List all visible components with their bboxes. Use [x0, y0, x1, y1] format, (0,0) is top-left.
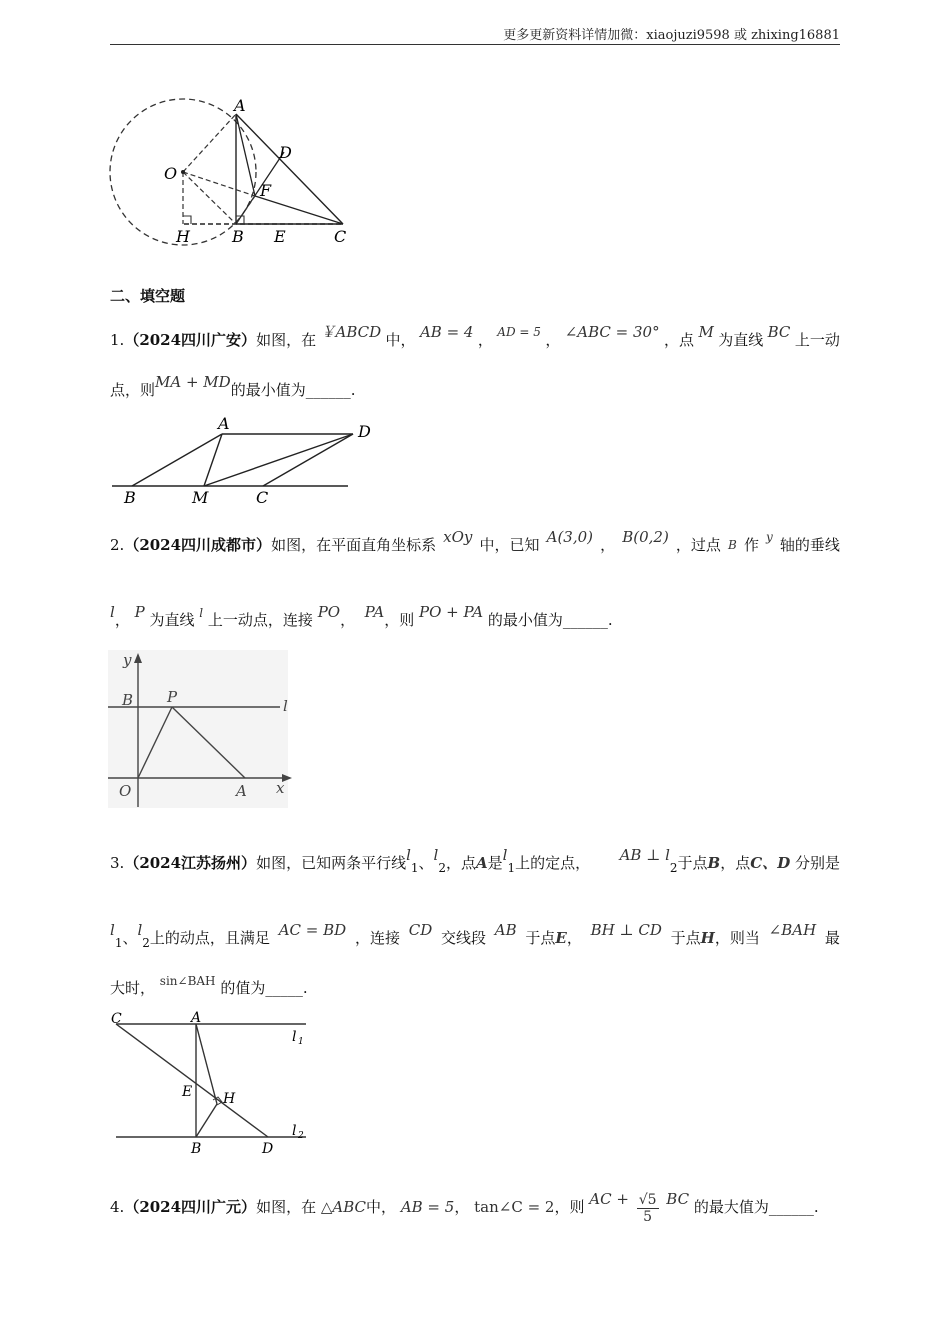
label-A: A	[234, 96, 246, 115]
label-H: H	[223, 1091, 236, 1107]
label-B: B	[232, 227, 244, 246]
label-B: B	[191, 1141, 202, 1157]
q3-line1: 3.（2024江苏扬州）如图，已知两条平行线$l_1$、$l_2$，点A是$l_1$上的定点， AB ⊥ $l_2$于点B，点C、D 分别是	[110, 846, 840, 875]
label-l: l	[283, 697, 288, 715]
svg-text:2: 2	[298, 1131, 304, 1141]
q3-line3: 大时， $^{sin\angle BAH}$ 的值为_____.	[110, 974, 308, 997]
section-title: 二、填空题	[110, 287, 186, 305]
label-A: A	[236, 782, 247, 800]
fraction-sqrt5-over-5: $\frac{√5}{5}$	[638, 1191, 657, 1225]
label-D: D	[262, 1141, 274, 1157]
label-B: B	[124, 488, 136, 507]
label-O: O	[164, 164, 178, 183]
label-x: x	[276, 779, 285, 797]
q3-line2: $l_1$、$l_2$上的动点，且满足 AC = BD ，连接 CD 交线段 AB 于点E， BH ⊥ CD 于点H，则当 ∠BAH 最	[110, 921, 840, 950]
page-header: 更多更新资料详情加微：xiaojuzi9598 或 zhixing16881	[503, 28, 840, 43]
label-H: H	[176, 227, 190, 246]
label-y: y	[123, 651, 132, 669]
label-C: C	[334, 227, 347, 246]
label-A: A	[218, 414, 230, 433]
figure-circle-triangle	[100, 92, 360, 252]
label-F: F	[260, 181, 272, 200]
q1-line1: 1.（2024四川广安）如图，在 ￥ABCD 中， AB = 4 ， AD = 5 ， ∠ABC = 30° ，点 M 为直线 BC 上一动	[110, 323, 840, 349]
label-E: E	[182, 1084, 193, 1100]
header-rule	[110, 44, 840, 45]
q2-line1: 2.（2024四川成都市）如图，在平面直角坐标系 xOy 中，已知 A(3,0) ， B(0,2) ，过点 B 作 y 轴的垂线	[110, 528, 840, 554]
label-A: A	[191, 1010, 202, 1026]
q1-line2: 点，则MA + MD的最小值为______.	[110, 373, 356, 399]
label-l2: l	[292, 1123, 297, 1139]
label-E: E	[274, 227, 286, 246]
figure-coordinates	[108, 650, 298, 810]
label-M: M	[192, 488, 209, 507]
label-D: D	[279, 143, 292, 162]
q2-line2: l， P 为直线 $^l$ 上一动点，连接 PO， PA，则 PO + PA 的最小值为______.	[110, 603, 613, 629]
label-O: O	[119, 782, 132, 800]
figure-parallel-lines	[108, 1008, 328, 1158]
q4-line1: 4.（2024四川广元）如图，在 △ABC中， AB = 5， tan∠C = 2，则 AC + $\frac{√5}{5}$ BC 的最大值为______.	[110, 1190, 819, 1225]
svg-text:1: 1	[298, 1037, 304, 1047]
label-D: D	[358, 422, 371, 441]
label-B: B	[122, 691, 134, 709]
figure-parallelogram	[108, 415, 388, 505]
label-P: P	[167, 688, 178, 706]
label-C: C	[256, 488, 269, 507]
label-l1: l	[292, 1029, 297, 1045]
label-C: C	[111, 1011, 122, 1027]
